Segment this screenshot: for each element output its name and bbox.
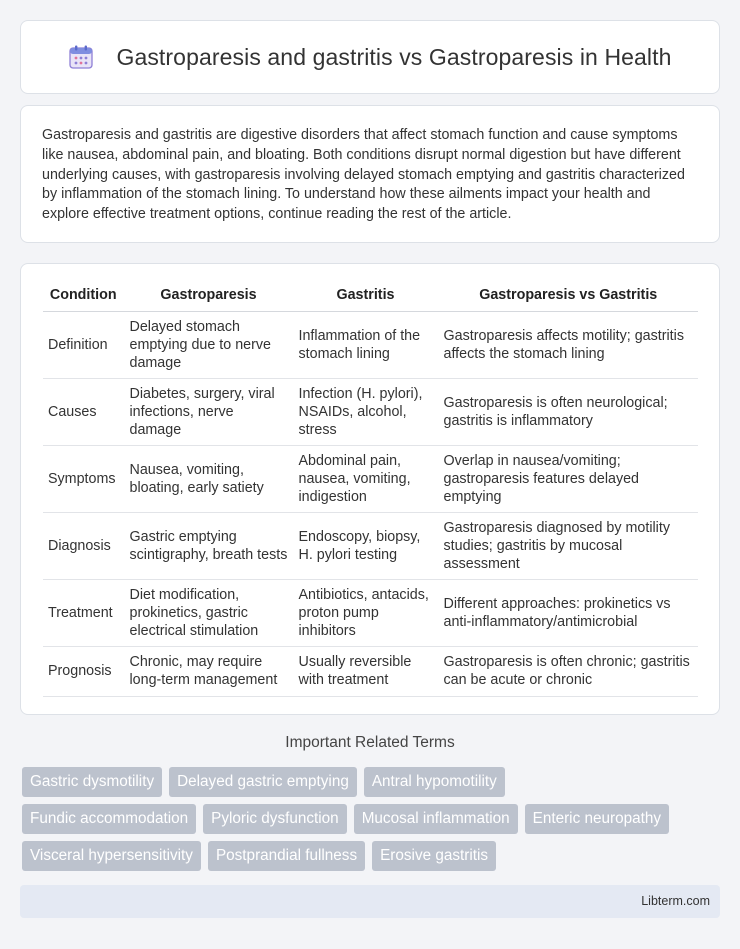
table-cell: Abdominal pain, nausea, vomiting, indigestion: [293, 445, 438, 512]
table-cell: Antibiotics, antacids, proton pump inhibitors: [293, 579, 438, 646]
table-cell: Different approaches: prokinetics vs anti-inflammatory/antimicrobial: [438, 579, 698, 646]
table-cell: Endoscopy, biopsy, H. pylori testing: [293, 512, 438, 579]
table-cell: Treatment: [43, 579, 124, 646]
table-cell: Diagnosis: [43, 512, 124, 579]
table-row: [43, 445, 698, 512]
table-cell: Gastroparesis is often neurological; gastritis is inflammatory: [438, 378, 698, 445]
table-cell: Inflammation of the stomach lining: [293, 311, 438, 378]
intro-text: Gastroparesis and gastritis are digestive disorders that affect stomach function and cause symptoms like nausea, abdominal pain, and bloating. Both conditions disrupt normal digestion but have different underlying causes, with gastroparesis involving delayed stomach emptying and gastritis characterized by inflammation of the stomach lining. To understand how these ailments impact your health and explore effective treatment options, continue reading the rest of the article.: [42, 127, 685, 223]
table-cell: Delayed stomach emptying due to nerve damage: [124, 311, 293, 378]
table-cell: Causes: [43, 378, 124, 445]
table-cell: Symptoms: [43, 445, 124, 512]
tag-row: [22, 841, 722, 871]
comparison-table-card: [20, 263, 720, 715]
table-cell: Gastroparesis is often chronic; gastritis can be acute or chronic: [438, 646, 698, 696]
table-row: [43, 311, 698, 378]
comparison-table: [43, 285, 698, 697]
column-header: Gastroparesis vs Gastritis: [438, 285, 698, 311]
table-cell: Diet modification, prokinetics, gastric electrical stimulation: [124, 579, 293, 646]
related-term-tag[interactable]: Visceral hypersensitivity: [22, 841, 201, 871]
table-cell: Prognosis: [43, 646, 124, 696]
title-card: [20, 20, 720, 94]
table-cell: Gastric emptying scintigraphy, breath tests: [124, 512, 293, 579]
column-header: Gastritis: [293, 285, 438, 311]
footer-site-link[interactable]: Libterm.com: [641, 894, 710, 908]
table-cell: Diabetes, surgery, viral infections, nerve damage: [124, 378, 293, 445]
table-cell: Gastroparesis affects motility; gastritis affects the stomach lining: [438, 311, 698, 378]
table-cell: Usually reversible with treatment: [293, 646, 438, 696]
table-cell: Infection (H. pylori), NSAIDs, alcohol, stress: [293, 378, 438, 445]
related-term-tag[interactable]: Fundic accommodation: [22, 804, 196, 834]
calendar-icon: [68, 44, 94, 70]
column-header: Condition: [43, 285, 124, 311]
table-cell: Overlap in nausea/vomiting; gastroparesis features delayed emptying: [438, 445, 698, 512]
related-term-tag[interactable]: Pyloric dysfunction: [203, 804, 347, 834]
related-term-tag[interactable]: Mucosal inflammation: [354, 804, 518, 834]
table-cell: Nausea, vomiting, bloating, early satiety: [124, 445, 293, 512]
related-term-tag[interactable]: Antral hypomotility: [364, 767, 505, 797]
column-header: Gastroparesis: [124, 285, 293, 311]
related-term-tag[interactable]: Erosive gastritis: [372, 841, 496, 871]
related-term-tag[interactable]: Gastric dysmotility: [22, 767, 162, 797]
table-row: [43, 646, 698, 696]
table-cell: Chronic, may require long-term management: [124, 646, 293, 696]
table-header-row: [43, 285, 698, 311]
page-title: Gastroparesis and gastritis vs Gastroparesis in Health: [116, 43, 672, 70]
intro-card: [20, 105, 720, 243]
table-row: [43, 512, 698, 579]
footer: [20, 885, 720, 918]
table-cell: Gastroparesis diagnosed by motility studies; gastritis by mucosal assessment: [438, 512, 698, 579]
related-term-tag[interactable]: Postprandial fullness: [208, 841, 365, 871]
table-cell: Definition: [43, 311, 124, 378]
related-term-tag[interactable]: Delayed gastric emptying: [169, 767, 357, 797]
related-terms-heading: Important Related Terms: [285, 734, 455, 751]
tag-row: [22, 767, 722, 797]
table-row: [43, 378, 698, 445]
tag-row: [22, 804, 722, 834]
table-row: [43, 579, 698, 646]
related-terms-tags: [22, 767, 722, 878]
related-term-tag[interactable]: Enteric neuropathy: [525, 804, 669, 834]
